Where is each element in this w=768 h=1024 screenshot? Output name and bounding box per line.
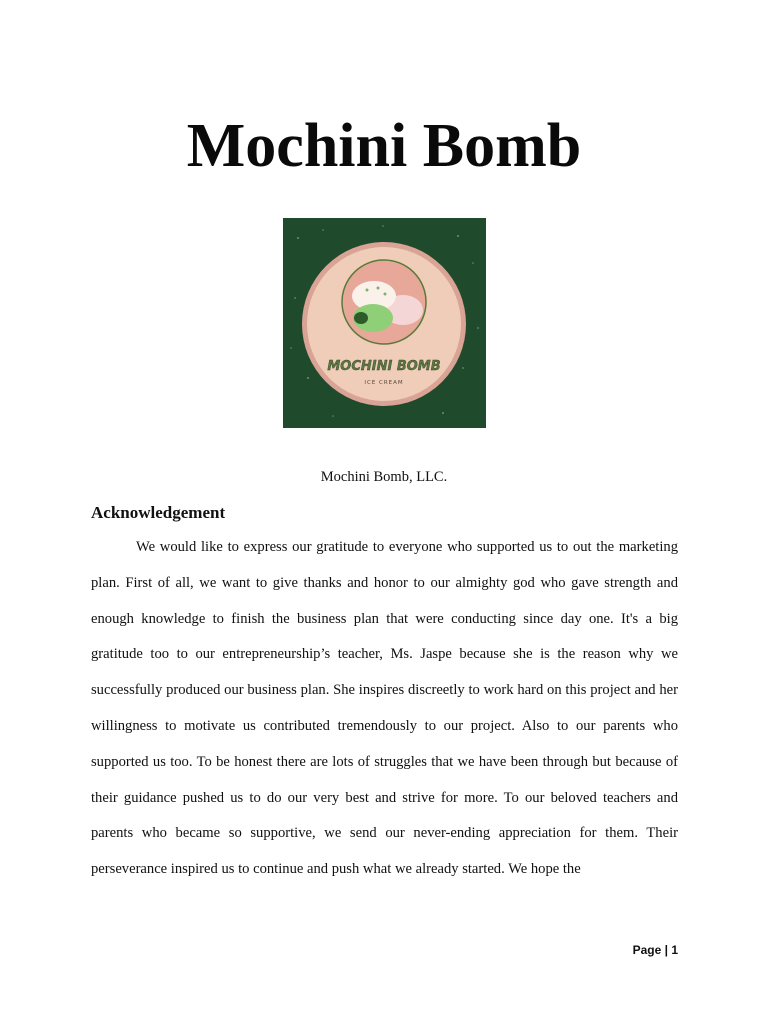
logo-brand-text: MOCHINI BOMB	[327, 359, 441, 374]
page-label: Page | 1	[632, 943, 678, 957]
company-logo	[283, 218, 486, 428]
page-number	[560, 940, 678, 960]
logo-tagline: ICE CREAM	[364, 380, 404, 386]
company-name: Mochini Bomb, LLC.	[320, 469, 448, 485]
acknowledgement-paragraph: We would like to express our gratitude to everyone who supported us to out the marketing plan. First of all, we want to give thanks and honor to our almighty god who gave strength and enough knowledge to finish the business plan that were conducting since day one. It's a big gratitude too to our entrepreneurship’s teacher, Ms. Jaspe because she is the reason why we successfully produced our business plan. She inspires discreetly to work hard on this project and her willingness to motivate us contributed tremendously to our project. Also to our parents who supported us too. To be honest there are lots of struggles that we have been through but because of their guidance pushed us to do our very best and strive for more. To our beloved teachers and parents who became so supportive, we send our never-ending appreciation for them. Their perseverance inspired us to continue and push what we already started. We hope the	[91, 539, 678, 878]
section-heading: Acknowledgement	[91, 503, 226, 522]
document-title: Mochini Bomb	[186, 112, 582, 180]
